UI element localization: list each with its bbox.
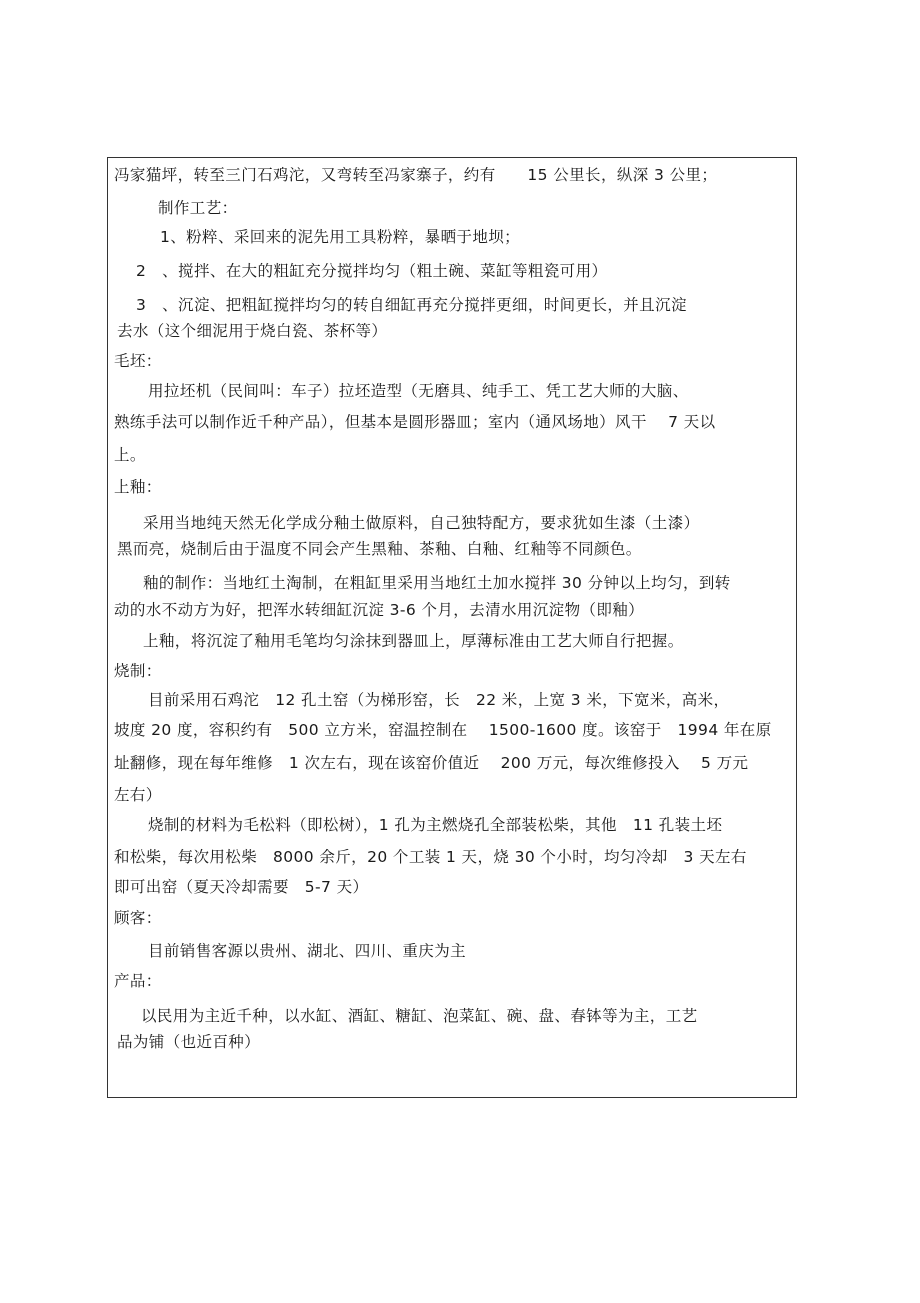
text-line: 釉的制作：当地红土淘制，在粗缸里采用当地红土加水搅拌 30 分钟以上均匀，到转 bbox=[143, 574, 731, 592]
text-line: 和松柴，每次用松柴 8000 余斤，20 个工装 1 天，烧 30 个小时，均匀冷却 3 天左右 bbox=[114, 848, 747, 866]
text-line: 1、粉粹、采回来的泥先用工具粉粹，暴晒于地坝； bbox=[160, 228, 521, 246]
section-heading: 产品： bbox=[114, 972, 162, 990]
text-line: 以民用为主近千种，以水缸、酒缸、糖缸、泡菜缸、碗、盘、春钵等为主，工艺 bbox=[141, 1007, 698, 1025]
section-heading: 烧制： bbox=[114, 662, 162, 680]
section-heading: 顾客： bbox=[114, 909, 162, 927]
text-line: 目前销售客源以贵州、湖北、四川、重庆为主 bbox=[148, 942, 467, 960]
text-line: 即可出窑（夏天冷却需要 5-7 天） bbox=[114, 878, 369, 896]
text-line: 上釉，将沉淀了釉用毛笔均匀涂抹到器皿上，厚薄标准由工艺大师自行把握。 bbox=[143, 632, 684, 650]
text-line: 目前采用石鸡沱 12 孔土窑（为梯形窑，长 22 米，上宽 3 米，下宽米，高米， bbox=[148, 691, 730, 709]
text-line: 2 、搅拌、在大的粗缸充分搅拌均匀（粗土碗、菜缸等粗瓷可用） bbox=[136, 262, 608, 280]
text-line: 黑而亮，烧制后由于温度不同会产生黑釉、茶釉、白釉、红釉等不同颜色。 bbox=[117, 540, 642, 558]
text-line: 坡度 20 度，容积约有 500 立方米，窑温控制在 1500-1600 度。该窑于 1994 年在原 bbox=[114, 721, 772, 739]
text-line: 烧制的材料为毛松料（即松树），1 孔为主燃烧孔全部装松柴，其他 11 孔装土坯 bbox=[148, 816, 723, 834]
text-line: 上。 bbox=[114, 446, 146, 464]
text-line: 动的水不动方为好，把浑水转细缸沉淀 3-6 个月，去清水用沉淀物（即釉） bbox=[114, 601, 645, 619]
text-line: 熟练手法可以制作近千种产品），但基本是圆形器皿；室内（通风场地）风干 7 天以 bbox=[114, 413, 716, 431]
text-line: 左右） bbox=[114, 786, 162, 804]
text-line: 用拉坯机（民间叫：车子）拉坯造型（无磨具、纯手工、凭工艺大师的大脑、 bbox=[148, 382, 689, 400]
section-heading: 毛坯： bbox=[114, 352, 162, 370]
text-line: 3 、沉淀、把粗缸搅拌均匀的转自细缸再充分搅拌更细，时间更长，并且沉淀 bbox=[136, 296, 687, 314]
section-heading: 上釉： bbox=[114, 478, 162, 496]
section-heading: 制作工艺： bbox=[158, 199, 238, 217]
text-line: 冯家猫坪，转至三门石鸡沱，又弯转至冯家寨子，约有 15 公里长，纵深 3 公里； bbox=[114, 166, 718, 184]
text-line: 采用当地纯天然无化学成分釉土做原料，自己独特配方，要求犹如生漆（土漆） bbox=[143, 514, 700, 532]
text-line: 址翻修，现在每年维修 1 次左右，现在该窑价值近 200 万元，每次维修投入 5 万元 bbox=[114, 754, 749, 772]
text-line: 去水（这个细泥用于烧白瓷、茶杯等） bbox=[117, 322, 388, 340]
text-line: 品为铺（也近百种） bbox=[117, 1033, 261, 1051]
